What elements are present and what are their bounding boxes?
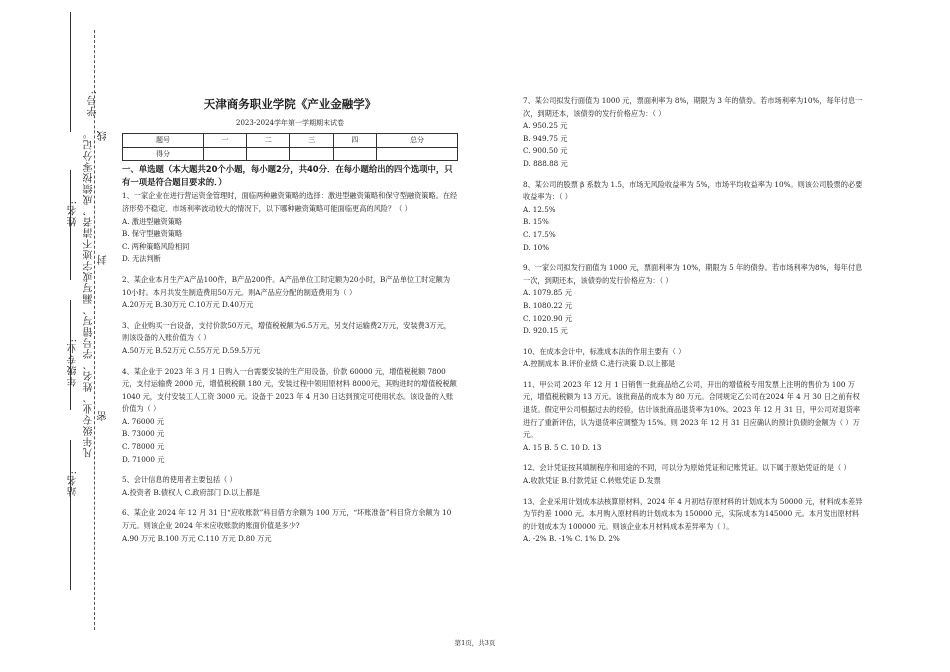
score-cell — [333, 147, 376, 161]
student-id-underline — [70, 12, 71, 132]
question-block — [122, 507, 458, 545]
school-underline — [70, 440, 71, 590]
question-block — [122, 366, 458, 467]
question-option: B. 949.75 元 — [523, 133, 568, 143]
binding-strip — [0, 0, 110, 672]
class-label: 年级专业: — [68, 338, 79, 387]
question-block — [523, 462, 865, 487]
score-header-cell: 三 — [290, 134, 333, 148]
question-text: 10、在成本会计中，标准成本法的作用主要有（ ） — [523, 346, 686, 356]
question-text: 5、会计信息的使用者主要包括（ ） — [122, 475, 237, 485]
question-option: A. 激进型融资策略 — [122, 216, 183, 226]
question-option: D. 920.15 元 — [523, 326, 568, 336]
questions-left — [122, 190, 458, 545]
score-table — [122, 133, 458, 161]
binding-notice: 凡年级专业、姓名、学号错写、漏写或字迹不清者，成绩按零分记。 — [84, 128, 95, 458]
question-option: A.90 万元 B.100 万元 C.110 万元 D.80 万元 — [122, 533, 272, 543]
question-text: 8、某公司的股票 β 系数为 1.5，市场无风险收益率为 5%，市场平均收益率为 10%。则该公司股票的必要收益率为：（ ） — [523, 179, 863, 202]
question-text: 12、会计凭证按其填制程序和用途的不同，可以分为原始凭证和记账凭证。以下属于原始凭证的是（ ） — [523, 463, 851, 473]
question-option: B. 73000 元 — [122, 429, 165, 439]
score-table-score-row — [123, 147, 458, 161]
school-label: 站名: — [68, 470, 79, 497]
question-text: 11、甲公司 2023 年 12 月 1 日销售一批商品给乙公司，开出的增值税专用发票上注明的售价为 100 万元，增值税税额为 13 万元。该批商品的成本为 80 万元。合同规定乙公司在2024 年 4 月 30 日之前有权退货。假定甲公司根据过去的经验，估计该批商品退货率为10%。2023 年 12 月 31 日，甲公司对退货率进行了重新评估，认为退货率应调整为 15%。则 2023 年 12 月 31 日应确认的预计负债的金额为（ ）万元。 — [523, 379, 861, 440]
section-title: 一、单选题（本大题共20个小题，每小题2分，共40分．在每小题给出的四个选项中，只有一项是符合题目要求的．） — [122, 164, 453, 187]
question-block — [122, 274, 458, 312]
question-option: A. 15 B. 5 C. 10 D. 13 — [523, 442, 602, 452]
question-option: D. 10% — [523, 242, 550, 252]
question-block — [523, 346, 865, 371]
question-text: 3、企业购买一台设备，支付价款50万元，增值税税额为6.5万元，另支付运输费2万元，安装费3万元，则该设备的入账价值为（ ） — [122, 320, 451, 343]
right-column — [523, 95, 865, 554]
question-option: B. 1080.22 元 — [523, 300, 573, 310]
question-option: D. 无法判断 — [122, 254, 161, 264]
xian-seal-mark: 线 — [98, 130, 109, 141]
question-block — [523, 262, 865, 338]
score-header-cell: 总分 — [376, 134, 457, 148]
question-block — [523, 179, 865, 255]
score-header-cell: 题号 — [123, 134, 204, 148]
question-text: 2、某企业本月生产A产品100件，B产品200件。A产品单位工时定额为20小时，B产品单位工时定额为10小时。本月共发生制造费用50万元。则A产品应分配的制造费用为（ ） — [122, 274, 451, 297]
question-option: C. 两种策略风险相同 — [122, 241, 190, 251]
left-column — [122, 98, 458, 553]
question-option: A.20万元 B.30万元 C.10万元 D.40万元 — [122, 300, 254, 310]
exam-title: 天津商务职业学院《产业金融学》 — [203, 97, 377, 111]
question-option: C. 78000 元 — [122, 442, 165, 452]
page-footer: 第1页，共3页 — [454, 639, 496, 647]
question-option: A.收款凭证 B.付款凭证 C.转账凭证 D.发票 — [523, 476, 661, 486]
question-block — [122, 474, 458, 499]
question-text: 1、一家企业在进行营运资金管理时，面临两种融资策略的选择：激进型融资策略和保守型融资策略。在经济形势不稳定、市场利率波动较大的情况下，以下哪种融资策略可能面临更高的风险？（ ） — [122, 191, 458, 213]
question-option: D. 71000 元 — [122, 454, 165, 464]
question-option: A. 1079.85 元 — [523, 288, 572, 298]
score-header-cell: 二 — [247, 134, 290, 148]
question-text: 9、一家公司拟发行面值为 1000 元，票面利率为 10%，期限为 5 年的债券。若市场利率为8%，每年付息一次，到期还本，该债券的发行价格应为：（ ） — [523, 263, 863, 285]
student-id-label: 学号: — [88, 90, 99, 117]
question-text: 6、某企业 2024 年 12 月 31 日“应收账款”科目借方余额为 100 万元，“坏账准备”科目贷方余额为 10 万元。则该企业 2024 年末应收账款的账面价值是多少? — [122, 508, 452, 531]
question-option: A.控制成本 B.评价业绩 C.进行决策 D.以上都是 — [523, 359, 676, 369]
question-text: 7、某公司拟发行面值为 1000 元，票面利率为 8%，期限为 3 年的债券。若市场利率为10%，每年付息一次，到期还本，该债券的发行价格应为：（ ） — [523, 96, 863, 118]
question-block — [122, 320, 458, 358]
question-option: C. 1020.90 元 — [523, 313, 573, 323]
score-header-cell: 一 — [204, 134, 247, 148]
question-option: A. -2% B. -1% C. 1% D. 2% — [523, 534, 620, 544]
question-option: C. 900.50 元 — [523, 146, 568, 156]
score-cell — [247, 147, 290, 161]
question-option: C. 17.5% — [523, 229, 556, 239]
questions-right — [523, 95, 865, 546]
question-block — [523, 496, 865, 546]
score-row-label: 得分 — [123, 147, 204, 161]
exam-subtitle: 2023-2024学年第一学期期末试卷 — [236, 118, 344, 127]
question-option: D. 888.88 元 — [523, 158, 568, 168]
score-cell — [290, 147, 333, 161]
question-block — [523, 95, 865, 171]
question-option: B. 15% — [523, 217, 549, 227]
question-text: 13、企业采用计划成本法核算原材料，2024 年 4 月初结存原材料的计划成本为 50000 元，材料成本差异为节约差 1000 元。本月购入原材料的计划成本为 150000 元，实际成本为145000 元。本月发出原材料的计划成本为 100000 元。则该企业本月材料成本差异率为（ ）。 — [523, 496, 863, 531]
question-option: A. 12.5% — [523, 204, 556, 214]
feng-seal-mark: 封 — [98, 254, 109, 265]
score-cell — [204, 147, 247, 161]
question-option: B. 保守型融资策略 — [122, 229, 183, 239]
score-cell — [376, 147, 457, 161]
question-block — [523, 379, 865, 455]
question-option: A. 950.25 元 — [523, 121, 568, 131]
question-option: A. 76000 元 — [122, 416, 165, 426]
question-block — [122, 190, 458, 266]
mi-seal-mark: 密 — [98, 410, 109, 421]
question-option: A.50万元 B.52万元 C.55万元 D.59.5万元 — [122, 345, 261, 355]
score-header-cell: 四 — [333, 134, 376, 148]
question-option: A.投资者 B.债权人 C.政府部门 D.以上都是 — [122, 487, 260, 497]
score-table-header-row — [123, 134, 458, 148]
name-label: 姓名: — [68, 200, 79, 227]
question-text: 4、某企业于 2023 年 3 月 1 日购入一台需要安装的生产用设备，价款 60000 元，增值税税额 7800 元，支付运输费 2000 元，增值税税额 180 元，安装过程中领用原材料 8000元，其购进时的增值税税额 1040 元，支付安装工人工资 3000 元。设备于 2023 年 4 月30 日达到预定可使用状态。该设备的入账价值为（ ） — [122, 366, 457, 414]
